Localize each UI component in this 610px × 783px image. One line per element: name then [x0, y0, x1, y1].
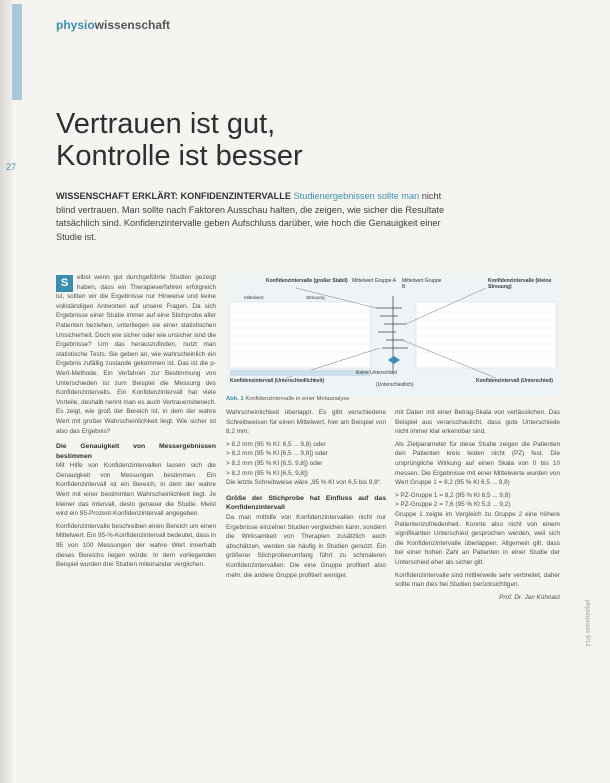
col3-p3: Gruppe 1 zeigte im Vergleich zu Gruppe 2 eine höhere Patientenzufriedenheit. Konnte also nicht von einem signifikanten Unterschied gesprochen werden, weil sich die Konfidenzintervalle überlappen. Allgemein gilt, dass bei einer hohen Zahl an Patienten in einer Studie der Unterschied eher als sicher gilt.: [395, 510, 560, 566]
side-strip: physiopraxis 9/12: [584, 600, 590, 647]
article-title: [56, 108, 303, 172]
title-line-2: Kontrolle ist besser: [56, 140, 303, 172]
column-2: [226, 408, 386, 583]
col2-p3: Da man mithilfe von Konfidenzintervallen nicht nur Ergebnisse einzelner Studien vergleichen kann, sondern die Wirksamkeit von Therapien zusätzlich auch abschätzen, werden sie häufig in Studien genutzt. Ein größerer Stichprobenumfang führt zu schmaleren Konfidenzintervallen. Die eine Gruppe profitiert also mehr, die andere Gruppe profitiert weniger.: [226, 513, 386, 579]
column-3: [395, 408, 560, 602]
dropcap: S: [56, 275, 73, 292]
col2-list-3: > 8,2 mm (95 % KI [6,5; 9,8]) oder: [226, 459, 323, 467]
label-bottom-mid: Keine Unterschied: [356, 370, 397, 376]
caption-text: Konfidenzintervalle in einer Metaanalyse: [245, 396, 350, 402]
col2-p1: Wahrscheinlichkeit überlappt. Es gibt verschiedene Schreibweisen für einen Mittelwert, hier am Beispiel von 8,2 mm:: [226, 409, 386, 436]
col3-list-2: > PZ-Gruppe 2 = 7,6 (95 % KI 5,3 ... 9,2): [395, 501, 511, 509]
page-number: 27: [6, 162, 17, 172]
lead-kicker: WISSENSCHAFT ERKLÄRT: KONFIDENZINTERVALLE: [56, 191, 291, 201]
label-mid: Mittelwert Gruppe A: [352, 278, 396, 284]
label-bottom-left: Konfidenzintervall (Unterschiedlichkeit): [230, 378, 325, 384]
label-mid2: Mittelwert Gruppe B: [402, 278, 442, 290]
col2-list-4: > 8,2 mm (95 % KI [6,5, 9,8]): [226, 469, 308, 477]
col1-p3: Konfidenzintervalle beschreiben einen Bereich um einen Mittelwert. Ein 95-%-Konfidenzintervall bedeutet, dass in 95 von 100 Messungen der wahre Wert innerhalb dieses Bereichs liegen würde. In dem vorliegenden Beispiel wurden drei Studien miteinander verglichen.: [56, 522, 216, 569]
lead-accent: Studienergebnissen sollte man: [293, 191, 420, 201]
col1-p1: elbst wenn gut durchgeführte Studien gezeigt haben, dass ein Therapieverfahren erfolgreich ist, sollten wir die Ergebnisse nur Hinweise und keine vollständigen Antworten auf unsere Fragen. Da sich Ergebnisse einer Studie immer auf eine Stichprobe aller Patienten beziehen, unterliegen sie einer statistischen Unsicherheit. Doch wie sicher oder wie unsicher sind die Ergebnisse? Um das herauszufinden, nutzt man statistische Tests. Sie geben an, wie wahrscheinlich ein Ergebnis zufällig zustande gekommen ist. Das ist die p-Wert-Methode. Ein Verfahren zur Bestimmung von Unterschieden ist zum Beispiel die Messung des Konfidenzintervalls. Ein Konfidenzintervall hat viele Vorteile, deshalb nennt man es auch Vertrauensbereich. Es zeigt, wie groß der Bereich ist, in dem der wahre Wert mit großer Wahrscheinlichkeit liegt. Wie sicher ist also das Ergebnis?: [56, 274, 216, 435]
label-bottom-mid2: (Unterschiedlich): [376, 382, 414, 388]
col2-list-1: > 8,2 mm (95 % KI: 6,5 ... 9,8) oder: [226, 440, 326, 448]
col3-list-1: > PZ-Gruppe 1 = 8,2 (95 % KI 6,5 ... 9,8): [395, 491, 511, 499]
figure-caption: [226, 396, 560, 402]
col3-p1: mit Daten mit einer Betrag-Skala von verlässlichen. Das Beispiel aus veranschaulicht, dass gute Unterschiede nicht immer klar erkennbar sind.: [395, 409, 560, 436]
column-1: [56, 273, 216, 573]
col1-subheading: Die Genauigkeit von Messergebnissen bestimmen: [56, 443, 216, 460]
label-left: Konfidenzintervalle (großer Stabil): [266, 278, 348, 284]
figure-metaanalysis: [226, 274, 560, 396]
col1-p2: Mit Hilfe von Konfidenzintervallen lassen sich die Genauigkeit von Messungen bestimmen. Ein Konfidenzintervall ist ein Bereich, in dem der wahre Wert mit einer bestimmten Wahrscheinlichkeit liegt. Je kleiner das Intervall, desto genauer die Studie. Meist wird ein 95-Prozent-Konfidenzintervall angegeben.: [56, 462, 216, 518]
col2-subheading: Größe der Stichprobe hat Einfluss auf das Konfidenzintervall: [226, 494, 386, 512]
col2-p2: Die letzte Schreibweise wäre „95 % KI von 6,5 bis 9,8“.: [226, 479, 382, 487]
author: Prof. Dr. Jan Kühnast: [499, 593, 560, 601]
header-color-bar: [12, 4, 22, 100]
col2-list-2: > 8,2 mm (95 % KI [6,5 ... 9,8]) oder: [226, 450, 328, 458]
lead-paragraph: [56, 190, 461, 244]
col3-p2: Als Zielparameter für diese Studie zeigen die Patienten den Patienten kreis leiden nicht (PZ) fest. Die ursprüngliche Wirkung auf einen Skala von 0 bis 10 messen. Die Ergebnisse mit einer Mittelwerte wurden von Wert Gruppe 1 = 8,2 (95 % KI 6,5 ... 9,8): [395, 440, 560, 487]
section-label-prefix: physio: [56, 18, 95, 32]
column-header-a: Mittelwert: [244, 295, 264, 300]
label-bottom-right: Konfidenzintervall (Unterschied): [476, 378, 553, 384]
highlight-row: [230, 370, 370, 376]
lead-text: nicht blind vertrauen. Man sollte nach Faktoren Ausschau halten, die zeigen, wie sicher die Resultate tatsächlich sind. Konfidenzintervalle geben Aufschluss darüber, wie hoch die Genauigkeit einer Studie ist.: [56, 191, 445, 242]
column-header-b: Streuung: [306, 295, 325, 300]
section-label-suffix: wissenschaft: [94, 18, 171, 32]
col3-p4: Konfidenzintervalle sind mittlerweile sehr verbreitet, daher sollte man dies bei Studien berücksichtigen.: [395, 571, 560, 589]
label-right: Konfidenzintervalle (kleine Streuung): [488, 278, 552, 290]
binding-shadow: [0, 0, 17, 783]
caption-label: Abb. 1: [226, 396, 244, 402]
section-label: [56, 18, 170, 32]
title-line-1: Vertrauen ist gut,: [56, 108, 276, 140]
